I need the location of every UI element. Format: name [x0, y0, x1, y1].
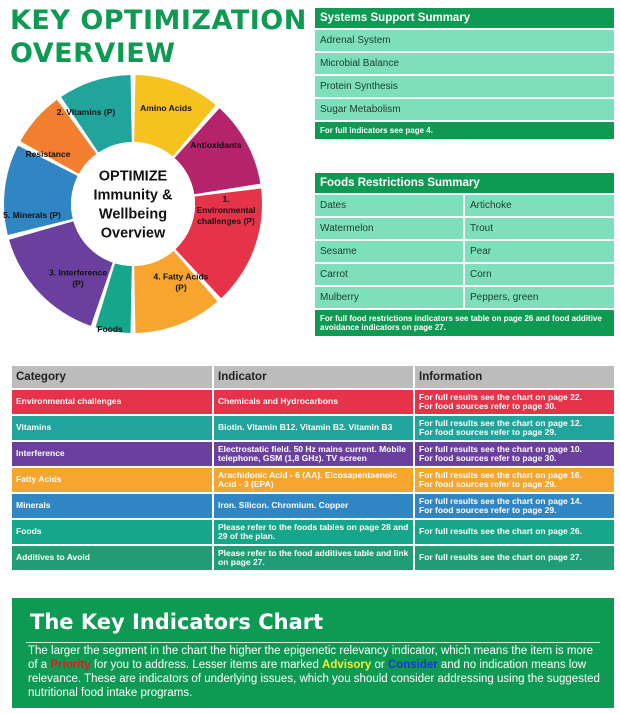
category-column-header: Category: [12, 366, 214, 388]
category-cell: Vitamins: [12, 416, 214, 440]
donut-segment-label: 4. Fatty Acids (P): [153, 271, 209, 293]
donut-center: [71, 142, 195, 266]
information-column-header: Information: [415, 366, 614, 388]
category-cell: Interference: [12, 442, 214, 466]
advisory-keyword: Advisory: [322, 659, 372, 671]
information-line: For full results see the chart on page 14.: [419, 495, 582, 506]
food-item: Mulberry: [315, 287, 463, 308]
information-line: For food sources refer to page 30.: [419, 453, 557, 463]
table-row: [12, 546, 614, 570]
indicator-cell: Biotin. Vitamin B12. Vitamin B2. Vitamin B3: [214, 416, 415, 440]
information-line: For food sources refer to page 29.: [419, 479, 557, 489]
page-title-line-1: KEY OPTIMIZATION: [10, 5, 307, 36]
donut-segment-label: 5. Minerals (P): [3, 210, 61, 220]
information-cell: [415, 416, 614, 440]
systems-support-item: Adrenal System: [315, 30, 614, 51]
indicator-column-header: Indicator: [214, 366, 415, 388]
information-cell: [415, 546, 614, 570]
key-indicators-title: The Key Indicators Chart: [30, 610, 324, 634]
donut-segment-label: 2. Vitamins (P): [56, 107, 116, 117]
information-line: For full results see the chart on page 27.: [419, 552, 582, 563]
systems-support-header: Systems Support Summary: [315, 8, 614, 28]
information-line: For full results see the chart on page 16.: [419, 469, 582, 480]
food-item: Carrot: [315, 264, 463, 285]
food-item: Trout: [465, 218, 614, 239]
systems-support-summary: [315, 8, 614, 139]
information-cell: [415, 494, 614, 518]
systems-support-item: Protein Synthesis: [315, 76, 614, 97]
systems-support-footer: For full indicators see page 4.: [315, 122, 614, 139]
foods-restrictions-footer: For full food restrictions indicators see table on page 26 and food additive avoidance indicators on page 27.: [315, 310, 614, 336]
page-title-line-2: OVERVIEW: [10, 38, 176, 69]
information-line: For food sources refer to page 30.: [419, 401, 557, 411]
indicator-cell: Chemicals and Hydrocarbons: [214, 390, 415, 414]
key-indicators-chart-box: [12, 598, 614, 708]
table-header-row: [12, 366, 614, 388]
foods-restrictions-grid: [315, 195, 614, 308]
indicator-cell: Iron. Silicon. Chromium. Copper: [214, 494, 415, 518]
systems-support-item: Sugar Metabolism: [315, 99, 614, 120]
optimization-donut-chart: [0, 72, 270, 337]
food-item: Sesame: [315, 241, 463, 262]
donut-segment-label: 1. Environmental challenges (P): [196, 194, 256, 226]
priority-keyword: Priority: [50, 659, 91, 671]
donut-segment-label: 3. Interference (P): [48, 267, 108, 289]
donut-segment-label: Antioxidants: [190, 140, 242, 150]
indicator-cell: Please refer to the food additives table and link on page 27.: [214, 546, 415, 570]
information-cell: [415, 520, 614, 544]
table-row: [12, 390, 614, 414]
category-cell: Fatty Acids: [12, 468, 214, 492]
information-line: For full results see the chart on page 22.: [419, 391, 582, 402]
foods-restrictions-summary: [315, 173, 614, 336]
table-row: [12, 416, 614, 440]
table-row: [12, 468, 614, 492]
food-item: Pear: [465, 241, 614, 262]
category-cell: Environmental challenges: [12, 390, 214, 414]
food-item: Artichoke: [465, 195, 614, 216]
information-line: For full results see the chart on page 26.: [419, 526, 582, 537]
food-item: Corn: [465, 264, 614, 285]
table-row: [12, 520, 614, 544]
key-indicators-divider: [26, 642, 600, 643]
category-cell: Foods: [12, 520, 214, 544]
foods-restrictions-header: Foods Restrictions Summary: [315, 173, 614, 193]
information-cell: [415, 390, 614, 414]
consider-keyword: Consider: [387, 659, 438, 671]
systems-support-item: Microbial Balance: [315, 53, 614, 74]
indicator-cell: Electrostatic field. 50 Hz mains current. Mobile telephone, GSM (1,8 GHz). TV screen: [214, 442, 415, 466]
food-item: Watermelon: [315, 218, 463, 239]
food-item: Peppers, green: [465, 287, 614, 308]
donut-segment-label: Foods: [97, 324, 123, 334]
information-line: For food sources refer to page 29.: [419, 505, 557, 515]
information-line: For full results see the chart on page 10.: [419, 443, 582, 454]
donut-segment-label: Resistance: [25, 149, 71, 159]
donut-center-title: OPTIMIZE Immunity & Wellbeing Overview: [93, 168, 173, 242]
page-title: [10, 4, 307, 70]
information-line: For full results see the chart on page 12.: [419, 417, 582, 428]
table-row: [12, 494, 614, 518]
table-row: [12, 442, 614, 466]
key-indicators-text: The larger the segment in the chart the higher the epigenetic relevancy indicator, which means the item is more of a Priority for you to address. Lesser items are marked Advisory or Consider and no indication means low relevance. These are indicators of underlying issues, which you should consider addressing using the suggested nutritional food intake programs.: [28, 645, 600, 699]
category-indicator-table: [12, 364, 614, 572]
indicator-cell: Arachidonic Acid - 6 (AA). Eicosapentaenoic Acid - 3 (EPA): [214, 468, 415, 492]
food-item: Dates: [315, 195, 463, 216]
information-cell: [415, 468, 614, 492]
information-cell: [415, 442, 614, 466]
donut-segment-label: Amino Acids: [140, 103, 192, 113]
category-cell: Minerals: [12, 494, 214, 518]
indicator-cell: Please refer to the foods tables on page 28 and 29 of the plan.: [214, 520, 415, 544]
category-cell: Additives to Avoid: [12, 546, 214, 570]
information-line: For food sources refer to page 29.: [419, 427, 557, 437]
